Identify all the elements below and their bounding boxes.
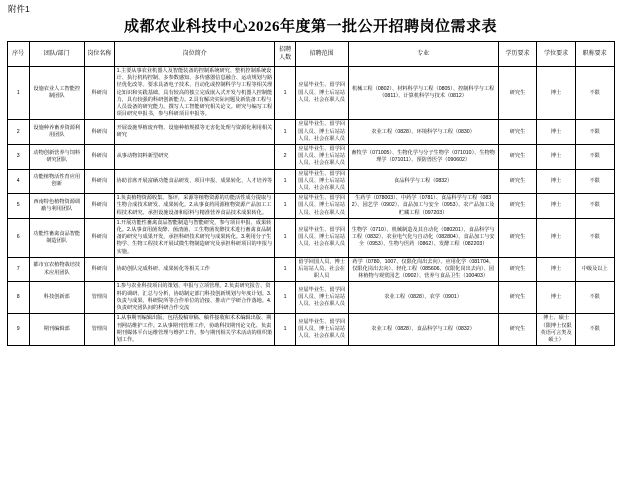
cell-desc: 1.主要从事农业机器人及智能装备的控制系统研究、整机控制系统设计、执行机构控制、多参数感知、多传感器信息融合、运动规划与路径优化改等。要求具备电子技术、自动化或控制科学与工程等相关理论知识和实践基础，具有较高的独立完成嵌入式开发与机器人控制能力，具有较强的科研创新能力。2.具有解决实际问题及新装备工程与人员设备的研究能力。撰写人工智能研究相关论文。研究与编写工程项目研究申报书，参与科研项目申报等。 (115, 67, 275, 120)
table-row (7, 169, 614, 194)
cell-unit: 功能植物活性育应用创新 (29, 169, 84, 194)
cell-major: 农业工程（0828）、食品科学与工程（0832） (348, 314, 498, 346)
cell-desc: 开展设施界植废弃物、设施种植规摸等无害化处理与资源化利用相关研究 (115, 120, 275, 145)
cell-scope: 应届毕业生、留学回国人员、博士后站站人员、社会在职人员 (295, 194, 348, 219)
cell-degree: 博士、硕士（限博士仅限英语可言类及硕士） (537, 314, 576, 346)
cell-unit: 动物创新营养与饲料研究团队 (29, 145, 84, 170)
cell-unit: 期刊编辑部 (29, 314, 84, 346)
cell-scope: 应届毕业生、留学回国人员、博士后站站人员、社会在职人员 (295, 67, 348, 120)
cell-count: 1 (275, 282, 295, 314)
cell-desc: 协助首席开展富硒功能食品研发、项目申报、成果转化、人才培养等 (115, 169, 275, 194)
col-header-title: 职称要求 (575, 42, 614, 67)
cell-major: 机械工程（0802）、材料科学与工程（0805）、控制科学与工程（0811）、计算机科学与技术（0812） (348, 67, 498, 120)
cell-scope: 应届毕业生、留学回国人员、博士后站站人员、社会在职人员 (295, 282, 348, 314)
cell-education: 研究生 (498, 218, 537, 257)
cell-post: 科研岗 (84, 67, 114, 120)
cell-seq: 5 (7, 194, 29, 219)
cell-scope: 应届毕业生、留学回国人员、博士后站站人员、社会在职人员 (295, 169, 348, 194)
cell-degree: 博士 (537, 257, 576, 282)
cell-degree: 博士 (537, 194, 576, 219)
cell-title-req: 中级及以上 (575, 257, 614, 282)
cell-education: 研究生 (498, 169, 537, 194)
col-header-scope: 招聘范围 (295, 42, 348, 67)
cell-desc: 协助创队完成科研、成果转化等相关工作 (115, 257, 275, 282)
cell-education: 研究生 (498, 314, 537, 346)
cell-scope: 应届毕业生、留学回国人员、博士后站站人员、社会在职人员 (295, 120, 348, 145)
cell-education: 研究生 (498, 120, 537, 145)
cell-desc: 1.负责植物资源收集、鉴评，采源等植物资源的功能活性成分提取与生物合成技术研发、成果转化。2.从事食药同源植物资源产品加工工程技术研究、承担设施设备和原料与精准营养食品技术成果转化。 (115, 194, 275, 219)
cell-title-req: 不限 (575, 120, 614, 145)
cell-post: 科研岗 (84, 218, 114, 257)
cell-major: 畜牧学（071005）、生物化学与分子生物学（071010）、生物物理学（071011）、预防兽医学（090602） (348, 145, 498, 170)
col-header-degree: 学位要求 (537, 42, 576, 67)
table-header-row (7, 42, 614, 67)
cell-count: 1 (275, 67, 295, 120)
cell-scope: 留学回国人员、博士后站站人员、社会在职人员 (295, 257, 348, 282)
cell-seq: 1 (7, 67, 29, 120)
cell-degree: 博士 (537, 120, 576, 145)
cell-unit: 西南特色植物资源调蔽与利用团队 (29, 194, 84, 219)
cell-title-req: 不限 (575, 218, 614, 257)
table-row (7, 120, 614, 145)
table-row (7, 194, 614, 219)
attachment-label: 附件1 (8, 4, 30, 14)
cell-degree: 博士 (537, 145, 576, 170)
cell-scope: 应届毕业生、留学回国人员、博士后站站人员、社会在职人员 (295, 314, 348, 346)
cell-scope: 应届毕业生、留学回国人员、博士后站站人员、社会在职人员 (295, 218, 348, 257)
table-row (7, 314, 614, 346)
cell-seq: 9 (7, 314, 29, 346)
cell-degree: 博士 (537, 67, 576, 120)
cell-unit: 科技创新部 (29, 282, 84, 314)
cell-post: 科研岗 (84, 120, 114, 145)
cell-title-req: 不限 (575, 145, 614, 170)
cell-count: 1 (275, 120, 295, 145)
cell-post: 科研岗 (84, 145, 114, 170)
cell-education: 研究生 (498, 282, 537, 314)
cell-post: 管理岗 (84, 314, 114, 346)
col-header-post: 岗位名称 (84, 42, 114, 67)
col-header-seq: 序号 (7, 42, 29, 67)
cell-unit: 都市宜农植物栽培技术应用团队 (29, 257, 84, 282)
cell-seq: 2 (7, 120, 29, 145)
cell-scope: 应届毕业生、留学回国人员、博士后站站人员、社会在职人员 (295, 145, 348, 170)
cell-degree: 博士 (537, 282, 576, 314)
table-row (7, 282, 614, 314)
cell-post: 科研岗 (84, 194, 114, 219)
cell-unit: 设施种养畜养资源利用团队 (29, 120, 84, 145)
cell-major: 食品科学与工程（0832） (348, 169, 498, 194)
cell-desc: 1.参与农业科技项目的策划、申报与立项管理。2.负责研究报告、资料的调研、汇总与分析，协助制定部门科技创新规划与年度计划。3.负责与成果、科研院所等合作单位的洽接、推动产学研合作落地。4.负责研究团队间的科研合作交流 (115, 282, 275, 314)
cell-degree: 博士 (537, 218, 576, 257)
cell-education: 研究生 (498, 194, 537, 219)
cell-count: 1 (275, 257, 295, 282)
col-header-desc: 岗位简介 (115, 42, 275, 67)
cell-count: 1 (275, 218, 295, 257)
cell-unit: 功能性畜禽食品智能制造团队 (29, 218, 84, 257)
table-row (7, 67, 614, 120)
table-row (7, 257, 614, 282)
cell-desc: 1.从事期刊编辑出版、包括投稿审稿、稿件接收和术术编辑出版、期刊网站维护工作。2.从事期刊管理工作，协助科技期刊论文化、负责期刊媒体平台运维管理与维护工作。参与期刊相关学术活动的组织策划工作。 (115, 314, 275, 346)
cell-major: 农业工程（0828）、农学（0901） (348, 282, 498, 314)
col-header-unit: 团队/部门 (29, 42, 84, 67)
cell-unit: 设施农业人工智能控制团队 (29, 67, 84, 120)
cell-count: 1 (275, 314, 295, 346)
cell-post: 管理岗 (84, 282, 114, 314)
col-header-education: 学历要求 (498, 42, 537, 67)
cell-post: 科研岗 (84, 169, 114, 194)
cell-education: 研究生 (498, 67, 537, 120)
cell-count: 1 (275, 194, 295, 219)
cell-major: 生物学（0710）、机械制造及其自动化（080201）、食品科学与工程（0832）、农业电气化与自动化（082804）、食品加工与安全（0953）、生物与医药（0862）、发酵工程（082203） (348, 218, 498, 257)
table-row (7, 145, 614, 170)
cell-degree: 博士 (537, 169, 576, 194)
table-row (7, 218, 614, 257)
cell-major: 农业工程（0828）、环境科学与工程（0830） (348, 120, 498, 145)
cell-title-req: 不限 (575, 314, 614, 346)
cell-count: 1 (275, 169, 295, 194)
cell-title-req: 不限 (575, 169, 614, 194)
cell-title-req: 不限 (575, 194, 614, 219)
cell-seq: 4 (7, 169, 29, 194)
cell-post: 科研岗 (84, 257, 114, 282)
cell-desc: 从事动物饲料新型研究 (115, 145, 275, 170)
cell-education: 研究生 (498, 257, 537, 282)
col-header-count: 招聘人数 (275, 42, 295, 67)
page-title: 成都农业科技中心2026年度第一批公开招聘岗位需求表 (123, 19, 497, 35)
col-header-major: 专业 (348, 42, 498, 67)
cell-seq: 7 (7, 257, 29, 282)
recruitment-table (7, 41, 615, 346)
cell-major: 生药学（078003）、中药学（0781）、食品科学与工程（0832）、园艺学（0902）、食品加工与安全（0953）、农产品加工及贮藏工程（097203） (348, 194, 498, 219)
cell-seq: 3 (7, 145, 29, 170)
cell-count: 2 (275, 145, 295, 170)
cell-seq: 8 (7, 282, 29, 314)
cell-education: 研究生 (498, 145, 537, 170)
cell-title-req: 不限 (575, 67, 614, 120)
cell-title-req: 不限 (575, 282, 614, 314)
cell-major: 药学（0780、1007、仅限化岗出去向）、应用化学（081704、仅限化岗出去向）、轻化工程（085606、仅限化岗出去向）、园林植物与观赏园艺（0902）、营养与食品卫生（100403） (348, 257, 498, 282)
cell-seq: 6 (7, 218, 29, 257)
cell-desc: 1.开展功能性畜禽食品智能制造与智能研究，参与项目申报、成果转化。2.从事食用菌发酵、菌渣菌、工生物菌发酵技术进行畜禽食品制备的研究与成果开发，承担科研技术研究与成果转化。3.利用分子生物学、生物工程技术开展试微生物制造研究及承担科研项目的申报与实施。 (115, 218, 275, 257)
